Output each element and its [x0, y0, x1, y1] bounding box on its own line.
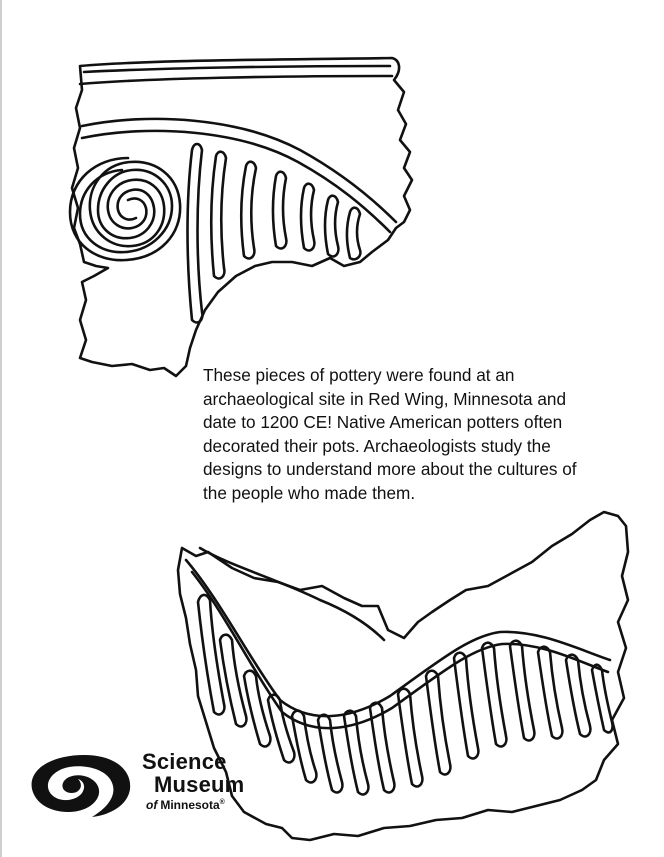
registered-mark: ®	[219, 799, 225, 806]
pottery-description: These pieces of pottery were found at an archaeological site in Red Wing, Minnesota and date to 1200 CE! Native American potters often decorated their pots. Archaeologists study the designs to understand more about the cultures of the people who made them.	[203, 365, 577, 503]
logo-of: of	[146, 798, 158, 812]
logo-minnesota: Minnesota	[160, 798, 220, 812]
logo-line-museum: Museum	[154, 772, 245, 797]
logo-line-minnesota	[146, 796, 244, 812]
pottery-sherd-spiral	[70, 58, 412, 376]
logo-line-science: Science	[142, 749, 227, 774]
science-museum-logo	[142, 750, 244, 812]
